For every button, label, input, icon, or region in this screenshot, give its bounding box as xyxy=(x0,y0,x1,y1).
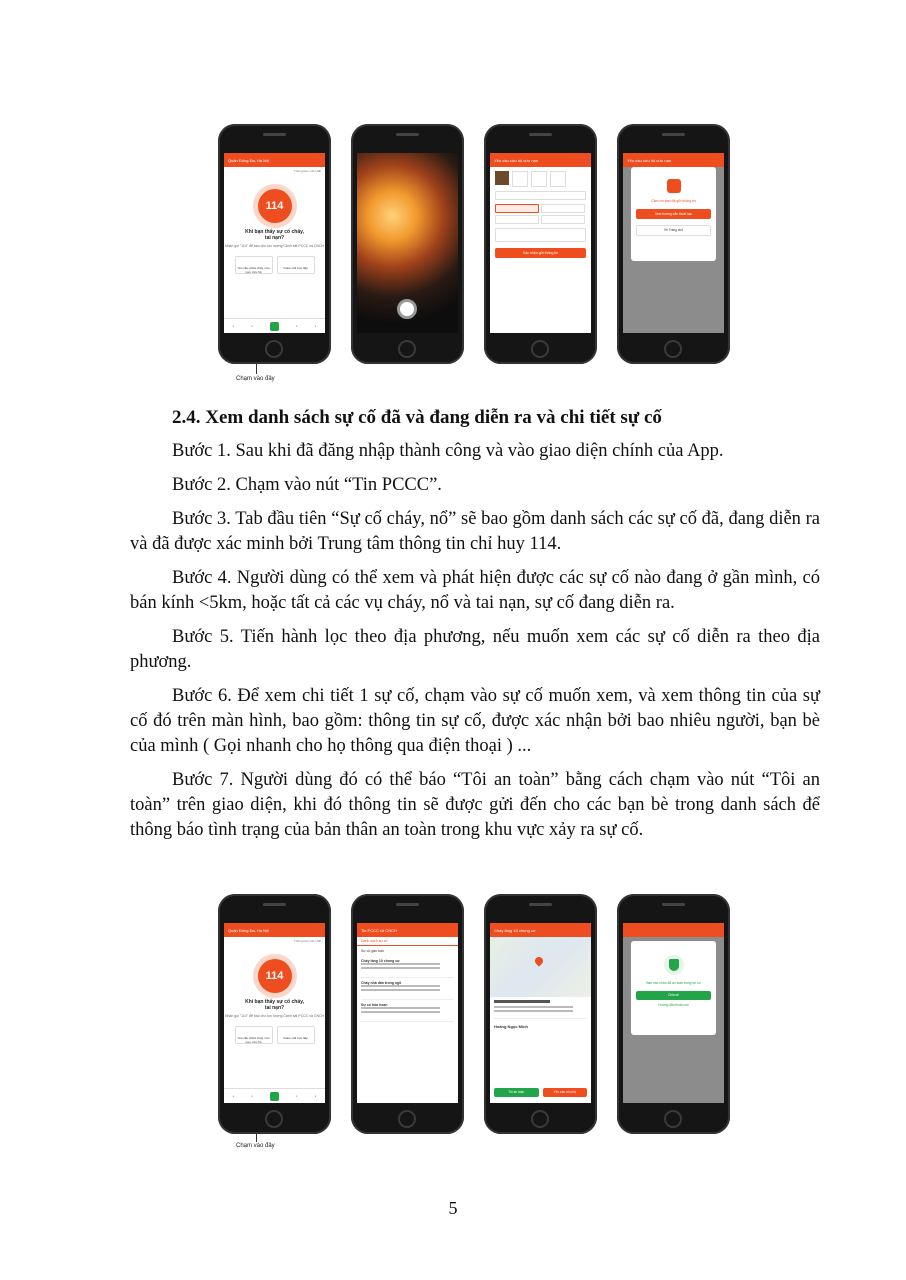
safe-message: Bạn xác nhận đã an toàn trong sự cố xyxy=(646,981,701,985)
phone-home-button xyxy=(265,1110,283,1128)
detail-info xyxy=(494,1000,587,1019)
list-item[interactable] xyxy=(361,959,454,978)
phone-camera-screen xyxy=(351,124,464,364)
detail-line xyxy=(494,1006,573,1008)
form-title-bar xyxy=(490,153,591,167)
report-form-screen xyxy=(490,153,591,333)
dialog-screen-title: Yêu cầu cứu hộ cứu nạn xyxy=(627,157,672,163)
phone-dialog-screen xyxy=(617,124,730,364)
phone-home-button xyxy=(398,340,416,358)
escape-guide-link[interactable]: Hướng dẫn thoát nạn xyxy=(658,1003,689,1007)
request-rescue-button[interactable]: Yêu cầu cứu hộ xyxy=(543,1088,588,1097)
list-item-title: Sự cố hỏa hoạn xyxy=(361,1003,388,1007)
location-label: Quận Đống Đa, Hà Nội xyxy=(228,927,270,933)
detail-title: Cháy tầng 10 chung cư xyxy=(494,927,536,933)
home-headline xyxy=(224,229,325,241)
tap-here-caption: Chạm vào đây xyxy=(236,1143,275,1149)
confirmation-screen xyxy=(623,153,724,333)
phone-form-screen xyxy=(484,124,597,364)
tab-dot[interactable]: ● xyxy=(232,324,235,328)
phone-safe-dialog-screen xyxy=(617,894,730,1134)
address-field[interactable] xyxy=(495,191,586,200)
shield-icon xyxy=(664,955,684,975)
home-hint: Nhấn gọi "114" để báo cho lực lượng Cảnh sát PCCC và CNCH xyxy=(224,1014,325,1018)
camera-shutter-button[interactable] xyxy=(397,299,417,319)
step-paragraph: Bước 2. Chạm vào nút “Tin PCCC”. xyxy=(172,475,442,495)
section-heading: 2.4. Xem danh sách sự cố đã và đang diễn ra và chi tiết sự cố xyxy=(172,407,662,428)
detail-line xyxy=(494,1000,550,1003)
tap-arrow xyxy=(256,1132,257,1142)
location-label: Quận Đống Đa, Hà Nội xyxy=(228,157,270,163)
safe-title-bar xyxy=(623,923,724,937)
latest-notice: Thông báo mới nhất xyxy=(294,939,321,943)
share-button[interactable]: Chia sẻ xyxy=(636,991,711,1000)
incident-list-screen xyxy=(357,923,458,1103)
photo-thumbnail[interactable] xyxy=(495,171,509,185)
list-item-title: Cháy tầng 10 chung cư xyxy=(361,959,400,963)
phone-home-screen xyxy=(218,124,331,364)
submit-info-button[interactable]: Xác nhận gửi thông tin xyxy=(495,248,586,258)
list-item[interactable] xyxy=(361,981,454,1000)
list-item-line xyxy=(361,1007,440,1009)
phone-speaker xyxy=(662,133,685,136)
thank-you-dialog xyxy=(631,167,716,261)
tab-dot[interactable]: ● xyxy=(251,1094,254,1098)
phone-home-button xyxy=(664,1110,682,1128)
phone-home-button xyxy=(664,340,682,358)
tab-bar xyxy=(224,318,325,333)
bottom-screenshot-row xyxy=(218,894,730,1134)
tab-dot[interactable]: ● xyxy=(295,324,298,328)
list-title: Tin PCCC và CNCH xyxy=(361,927,397,933)
safe-dialog xyxy=(631,941,716,1035)
add-photo-slot[interactable] xyxy=(550,171,566,187)
camera-fire-photo xyxy=(357,153,458,333)
step-paragraph: Bước 4. Người dùng có thể xem và phát hiện được các sự cố nào đang ở gần mình, có bán kính <5km, hoặc tất cả các vụ cháy, nổ và tai nạn, sự cố đang diễn ra. xyxy=(130,568,820,613)
document-body xyxy=(130,405,820,852)
phone-detail-screen xyxy=(484,894,597,1134)
fire-truck-icon xyxy=(667,179,681,193)
detail-line xyxy=(494,1010,573,1012)
back-home-button[interactable]: Về Trang chủ xyxy=(636,225,711,236)
phone-home-button xyxy=(398,1110,416,1128)
rescue-request-tile[interactable]: Yêu cầu chữa cháy, cứu nạn, cứu hộ xyxy=(235,1026,273,1044)
list-item-line xyxy=(361,963,440,965)
thank-you-message: Cảm ơn bạn đã gửi thông tin xyxy=(651,199,696,203)
tap-here-caption: Chạm vào đây xyxy=(236,376,275,382)
call-114-button[interactable]: 114 xyxy=(258,189,292,223)
step-paragraph: Bước 5. Tiến hành lọc theo địa phương, nếu muốn xem các sự cố diễn ra theo địa phương. xyxy=(130,627,820,672)
detail-title-bar xyxy=(490,923,591,937)
call-114-button[interactable]: 114 xyxy=(258,959,292,993)
tab-incident-list[interactable]: Danh sách sự cố xyxy=(357,937,458,946)
incident-type-chip[interactable] xyxy=(495,215,539,224)
tap-arrow xyxy=(256,364,257,374)
list-item-line xyxy=(361,967,440,969)
incident-map[interactable] xyxy=(490,937,591,997)
tab-dot[interactable]: ● xyxy=(314,1094,317,1098)
friend-name: Hoàng Ngọc Minh xyxy=(494,1024,528,1029)
home-screen xyxy=(224,923,325,1103)
home-headline-line-2: tai nạn? xyxy=(264,235,285,241)
phone-speaker xyxy=(263,133,286,136)
step-paragraph: Bước 3. Tab đầu tiên “Sự cố cháy, nổ” sẽ bao gồm danh sách các sự cố đã, đang diễn ra và đã được xác minh bởi Trung tâm thông tin chỉ huy 114. xyxy=(130,509,820,554)
tab-dot[interactable]: ● xyxy=(314,324,317,328)
top-screenshot-row xyxy=(218,124,730,364)
phone-home-button xyxy=(265,340,283,358)
escape-guide-button[interactable]: Xem hướng dẫn thoát nạn xyxy=(636,209,711,219)
step-paragraph: Bước 7. Người dùng đó có thể báo “Tôi an toàn” bằng cách chạm vào nút “Tôi an toàn” trên giao diện, khi đó thông tin sẽ được gửi đến cho các bạn bè trong danh sách để thông báo tình trạng của bản thân an toàn trong khu vực xảy ra sự cố. xyxy=(130,770,820,840)
phone-home-button xyxy=(531,340,549,358)
tab-dot[interactable]: ● xyxy=(232,1094,235,1098)
home-headline-line-1: Khi bạn thấy sự cố cháy, xyxy=(245,999,304,1005)
step-paragraph: Bước 6. Để xem chi tiết 1 sự cố, chạm vào sự cố muốn xem, và xem thông tin của sự cố đó trên màn hình, bao gồm: thông tin sự cố, được xác nhận bởi bao nhiêu người, bạn bè của mình ( Gọi nhanh cho họ thông qua điện thoại ) ... xyxy=(130,686,820,756)
phone-home-button xyxy=(531,1110,549,1128)
note-field[interactable] xyxy=(495,228,586,242)
dialog-title-bar xyxy=(623,153,724,167)
location-bar xyxy=(224,923,325,937)
map-pin-icon xyxy=(533,955,544,966)
phone-home-screen xyxy=(218,894,331,1134)
incident-type-chips xyxy=(495,204,586,224)
home-tiles xyxy=(224,1026,325,1044)
list-item[interactable] xyxy=(361,1003,454,1022)
photo-slots xyxy=(495,171,586,187)
phone-speaker xyxy=(662,903,685,906)
list-item-line xyxy=(361,1011,440,1013)
tab-dot[interactable]: ● xyxy=(295,1094,298,1098)
add-photo-slot[interactable] xyxy=(531,171,547,187)
tin-pccc-tab[interactable] xyxy=(270,322,279,331)
detail-actions xyxy=(494,1088,587,1097)
latest-notice: Thông báo mới nhất xyxy=(294,169,321,173)
list-title-bar xyxy=(357,923,458,937)
video-call-tile[interactable]: Video call trực tiếp xyxy=(277,256,315,274)
add-photo-slot[interactable] xyxy=(512,171,528,187)
incident-type-chip[interactable] xyxy=(495,204,539,213)
home-headline xyxy=(224,999,325,1011)
form-title: Yêu cầu cứu hộ cứu nạn xyxy=(494,157,539,163)
incident-detail-screen xyxy=(490,923,591,1103)
incident-type-chip[interactable] xyxy=(541,204,585,213)
home-hint: Nhấn gọi "114" để báo cho lực lượng Cảnh sát PCCC và CNCH xyxy=(224,244,325,248)
list-item-line xyxy=(361,989,440,991)
phone-speaker xyxy=(396,903,419,906)
nearby-filter[interactable]: Sự cố gần bạn xyxy=(361,949,384,953)
rescue-request-tile[interactable]: Yêu cầu chữa cháy, cứu nạn, cứu hộ xyxy=(235,256,273,274)
phone-list-screen xyxy=(351,894,464,1134)
home-headline-line-1: Khi bạn thấy sự cố cháy, xyxy=(245,229,304,235)
home-headline-line-2: tai nạn? xyxy=(264,1005,285,1011)
page-number: 5 xyxy=(448,1198,458,1218)
tin-pccc-tab[interactable] xyxy=(270,1092,279,1101)
tab-dot[interactable]: ● xyxy=(251,324,254,328)
phone-speaker xyxy=(529,903,552,906)
incident-type-chip[interactable] xyxy=(541,215,585,224)
list-item-line xyxy=(361,985,440,987)
phone-speaker xyxy=(529,133,552,136)
home-screen xyxy=(224,153,325,333)
step-paragraph: Bước 1. Sau khi đã đăng nhập thành công và vào giao diện chính của App. xyxy=(172,441,724,461)
list-item-title: Cháy nhà dân trong ngõ xyxy=(361,981,402,985)
tab-bar xyxy=(224,1088,325,1103)
safe-confirmation-screen xyxy=(623,923,724,1103)
im-safe-button[interactable]: Tôi an toàn xyxy=(494,1088,539,1097)
phone-speaker xyxy=(396,133,419,136)
video-call-tile[interactable]: Video call trực tiếp xyxy=(277,1026,315,1044)
phone-speaker xyxy=(263,903,286,906)
location-bar xyxy=(224,153,325,167)
home-tiles xyxy=(224,256,325,274)
